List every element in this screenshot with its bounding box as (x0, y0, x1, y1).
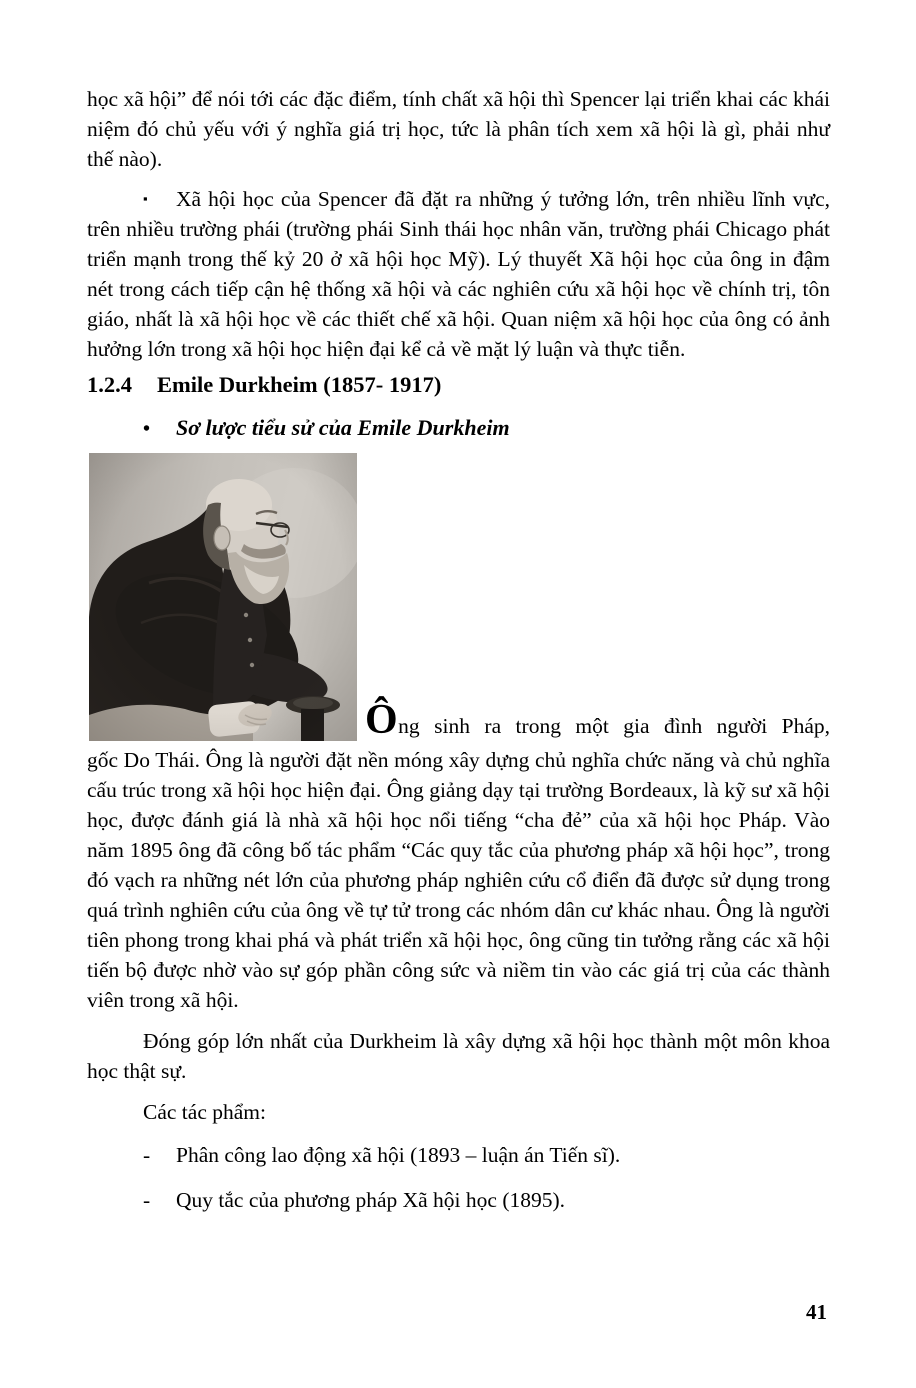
work-item-text: Phân công lao động xã hội (1893 – luận án Tiến sĩ). (176, 1143, 621, 1167)
bio-top-row (87, 453, 830, 741)
dropcap-letter: Ô (365, 697, 399, 743)
section-heading-number: 1.2.4 (87, 372, 132, 397)
section-heading-title: Emile Durkheim (1857- 1917) (157, 372, 442, 397)
work-item-text: Quy tắc của phương pháp Xã hội học (1895). (176, 1188, 566, 1212)
dash-bullet-icon: - (143, 1143, 151, 1167)
bio-subheading-text: Sơ lược tiểu sử của Emile Durkheim (176, 415, 510, 440)
contribution-paragraph: Đóng góp lớn nhất của Durkheim là xây dựng xã hội học thành một môn khoa học thật sự. (87, 1029, 830, 1083)
bio-opening-text: ng sinh ra trong một gia đình người Pháp, (398, 714, 830, 738)
spencer-bullet-item (87, 184, 830, 364)
bio-paragraph: gốc Do Thái. Ông là người đặt nền móng xây dựng chủ nghĩa chức năng và chủ nghĩa cấu trúc trong xã hội học hiện đại. Ông giảng dạy tại trường Bordeaux, là kỹ sư xã hội học, được đánh giá là nhà xã hội học nổi tiếng “cha đẻ” của xã hội học Pháp. Vào năm 1895 ông đã công bố tác phẩm “Các quy tắc của phương pháp xã hội học”, trong đó vạch ra những nét lớn của phương pháp nghiên cứu cổ điển đã được sử dụng trong quá trình nghiên cứu của ông về tự tử trong các nhóm dân cư khác nhau. Ông là người tiên phong trong khai phá và phát triển xã hội học, ông cũng tin tưởng rằng các xã hội tiến bộ được nhờ vào sự góp phần công sức và niềm tin vào các giá trị của các thành viên trong xã hội. (87, 748, 830, 1012)
dash-bullet-icon: - (143, 1188, 151, 1212)
square-bullet-icon: ▪ (143, 191, 148, 206)
bio-subheading (87, 413, 830, 444)
page-number: 41 (806, 1300, 827, 1324)
durkheim-portrait-image (89, 453, 357, 741)
work-item (87, 1185, 830, 1215)
intro-paragraph: học xã hội” để nói tới các đặc điểm, tính chất xã hội thì Spencer lại triển khai các khái niệm đó chủ yếu với ý nghĩa giá trị học, tức là phân tích xem xã hội là gì, phải như thế nào). (87, 87, 830, 171)
dot-bullet-icon: • (143, 418, 151, 440)
bio-opening-line (365, 697, 830, 743)
works-label: Các tác phẩm: (143, 1100, 266, 1124)
works-list (87, 1140, 830, 1215)
portrait-graphic (89, 453, 357, 741)
section-heading (87, 370, 830, 400)
work-item (87, 1140, 830, 1170)
page-content (87, 84, 830, 1230)
spencer-bullet-text: Xã hội học của Spencer đã đặt ra những ý tưởng lớn, trên nhiều lĩnh vực, trên nhiều trường phái (trường phái Sinh thái học nhân văn, trường phái Chicago phát triển mạnh trong thế kỷ 20 ở xã hội học Mỹ). Lý thuyết Xã hội học của ông in đậm nét trong cách tiếp cận hệ thống xã hội và các nghiên cứu xã hội học về chính trị, tôn giáo, nhất là xã hội học về các thiết chế xã hội. Quan niệm xã hội học của ông có ảnh hưởng lớn trong xã hội học hiện đại kể cả về mặt lý luận và thực tiễn. (87, 187, 830, 361)
